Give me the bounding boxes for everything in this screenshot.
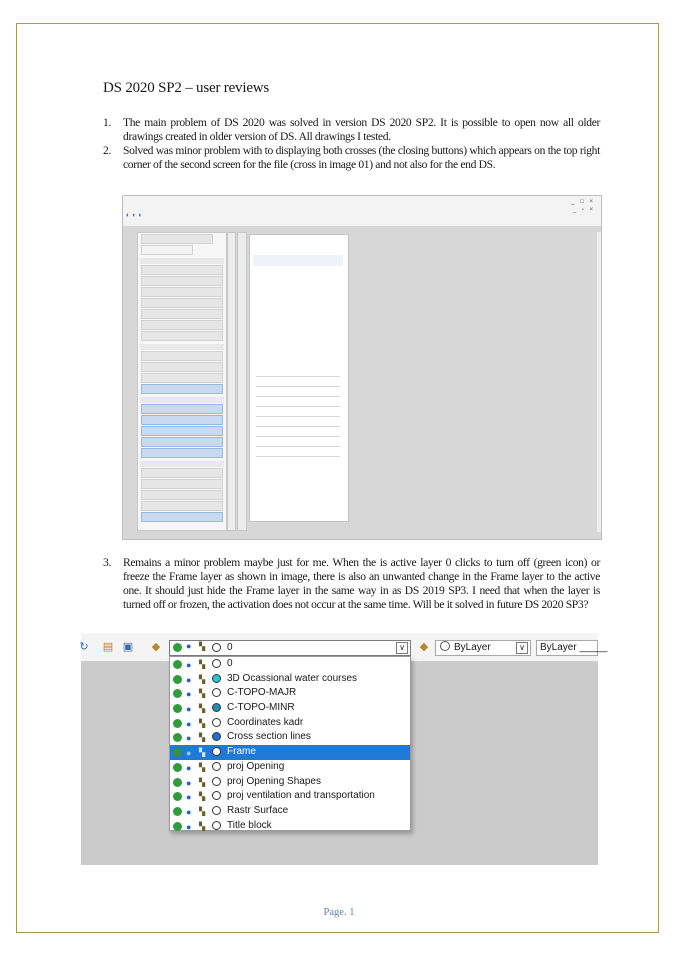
freeze-icon[interactable]: ●	[186, 762, 192, 773]
color-combo[interactable]	[435, 640, 531, 656]
lock-icon[interactable]: ▚	[199, 704, 206, 714]
layer-on-icon[interactable]	[173, 778, 182, 787]
freeze-icon[interactable]: ●	[186, 806, 192, 817]
color-swatch[interactable]	[212, 821, 221, 830]
layer-dropdown-list	[169, 656, 411, 831]
color-swatch[interactable]	[212, 747, 221, 756]
layer-name: 3D Ocassional water courses	[227, 672, 358, 684]
window-controls: _ □ × _ ▫ ×	[571, 199, 595, 213]
lock-icon[interactable]: ▚	[199, 777, 206, 787]
collapsed-panel-strip	[237, 232, 247, 531]
layer-row[interactable]	[170, 804, 410, 819]
layer-on-icon[interactable]	[173, 807, 182, 816]
color-swatch[interactable]	[212, 718, 221, 727]
lock-icon[interactable]: ▚	[199, 733, 206, 743]
review-list-part2	[103, 556, 600, 612]
chevron-down-icon[interactable]: ∨	[396, 642, 408, 654]
vertical-scrollbar[interactable]	[597, 232, 601, 532]
layer-row[interactable]	[170, 701, 410, 716]
color-swatch	[212, 643, 221, 652]
quick-toolbar: ◐◐◐	[126, 212, 145, 219]
page-number: Page. 1	[323, 907, 355, 918]
layer-row[interactable]	[170, 730, 410, 745]
make-current-icon[interactable]: ◆	[151, 641, 161, 653]
layer-on-icon[interactable]	[173, 660, 182, 669]
layer-row[interactable]	[170, 819, 410, 834]
layer-name: 0	[227, 658, 233, 669]
layer-name: proj Opening Shapes	[227, 775, 321, 787]
properties-panel	[137, 232, 227, 531]
screenshot-layer-dropdown	[79, 633, 608, 865]
freeze-icon: ●	[186, 641, 192, 651]
collapsed-panel-strip	[227, 232, 236, 531]
document-title: DS 2020 SP2 – user reviews	[103, 80, 270, 96]
file-manager-panel	[249, 234, 349, 522]
lock-icon[interactable]: ▚	[199, 748, 206, 758]
layer-on-icon[interactable]	[173, 704, 182, 713]
list-number: 1.	[103, 116, 111, 129]
list-number: 3.	[103, 556, 111, 569]
lock-icon[interactable]: ▚	[199, 689, 206, 699]
color-swatch[interactable]	[212, 703, 221, 712]
layer-row[interactable]	[170, 745, 410, 760]
layer-row[interactable]	[170, 716, 410, 731]
color-value: ByLayer	[454, 642, 491, 653]
layer-manager-icon[interactable]: ▣	[122, 641, 134, 653]
color-swatch[interactable]	[212, 762, 221, 771]
layer-on-icon[interactable]	[173, 763, 182, 772]
layer-name: Cross section lines	[227, 731, 311, 743]
list-item-1	[103, 116, 600, 144]
layer-on-icon[interactable]	[173, 733, 182, 742]
freeze-icon[interactable]: ●	[186, 792, 192, 803]
layer-name: C-TOPO-MINR	[227, 702, 295, 714]
layer-name: Frame	[227, 746, 256, 758]
layer-name: Rastr Surface	[227, 804, 289, 816]
freeze-icon[interactable]: ●	[186, 660, 192, 670]
lock-icon[interactable]: ▚	[199, 718, 206, 728]
layer-on-icon[interactable]	[173, 822, 182, 831]
layer-row[interactable]	[170, 775, 410, 790]
color-swatch[interactable]	[212, 732, 221, 741]
lock-icon[interactable]: ▚	[199, 792, 206, 802]
color-swatch[interactable]	[212, 659, 221, 668]
lock-icon: ▚	[199, 642, 206, 651]
linetype-value: ByLayer _____	[540, 642, 608, 653]
layer-row[interactable]	[170, 760, 410, 775]
layer-name: Coordinates kadr	[227, 716, 304, 728]
lock-icon[interactable]: ▚	[199, 821, 206, 831]
list-text: Remains a minor problem maybe just for me. When the is active layer 0 clicks to turn off (green icon) or freeze the Frame layer as shown in image, there is also an unwanted change in the Frame layer to the active one. It should just hide the Frame layer in the same way in as DS 2019 SP3. I need that when the layer is turned off or frozen, the activation does not occur at the same time. Will be it solved in future DS 2020 SP3?	[123, 556, 600, 611]
layer-combo[interactable]	[169, 640, 411, 656]
lock-icon[interactable]: ▚	[199, 660, 206, 669]
layer-name: Title block	[227, 819, 272, 831]
layer-on-icon	[173, 643, 182, 652]
layer-on-icon[interactable]	[173, 792, 182, 801]
layer-match-icon[interactable]: ◆	[419, 641, 429, 653]
freeze-icon[interactable]: ●	[186, 718, 192, 729]
list-item-3	[103, 556, 600, 612]
lock-icon[interactable]: ▚	[199, 674, 206, 684]
lock-icon[interactable]: ▚	[199, 806, 206, 816]
freeze-icon[interactable]: ●	[186, 674, 192, 685]
color-swatch[interactable]	[212, 777, 221, 786]
color-swatch[interactable]	[212, 674, 221, 683]
layer-on-icon[interactable]	[173, 689, 182, 698]
color-swatch[interactable]	[212, 806, 221, 815]
list-text: The main problem of DS 2020 was solved in version DS 2020 SP2. It is possible to open now all older drawings created in older version of DS. All drawings I tested.	[123, 116, 600, 143]
color-swatch[interactable]	[212, 791, 221, 800]
layer-row[interactable]	[170, 672, 410, 687]
list-text: Solved was minor problem with to displaying both crosses (the closing buttons) which appears on the top right corner of the second screen for the file (cross in image 01) and not also for the end DS.	[123, 144, 600, 171]
color-swatch-icon	[440, 641, 450, 651]
layer-on-icon[interactable]	[173, 748, 182, 757]
freeze-icon[interactable]: ●	[186, 821, 192, 832]
layer-row[interactable]	[170, 657, 410, 672]
layer-name: proj Opening	[227, 760, 285, 772]
linetype-combo[interactable]	[536, 640, 608, 656]
current-layer-name: 0	[227, 642, 233, 653]
app-titlebar	[123, 196, 601, 226]
lock-icon[interactable]: ▚	[199, 762, 206, 772]
layer-on-icon[interactable]	[173, 675, 182, 684]
file-list	[253, 255, 343, 266]
layer-name: C-TOPO-MAJR	[227, 687, 297, 699]
layer-row[interactable]	[170, 686, 410, 701]
freeze-icon[interactable]: ●	[186, 748, 192, 759]
freeze-icon[interactable]: ●	[186, 777, 192, 788]
refresh-icon[interactable]: ↻	[79, 641, 89, 653]
layer-name: proj ventilation and transportation	[227, 790, 375, 802]
layer-row[interactable]	[170, 789, 410, 804]
color-swatch[interactable]	[212, 688, 221, 697]
chevron-down-icon[interactable]: ∨	[516, 642, 528, 654]
freeze-icon[interactable]: ●	[186, 733, 192, 744]
freeze-icon[interactable]: ●	[186, 689, 192, 700]
freeze-icon[interactable]: ●	[186, 704, 192, 715]
screenshot-image-01	[122, 195, 602, 540]
layer-on-icon[interactable]	[173, 719, 182, 728]
list-number: 2.	[103, 144, 111, 157]
list-item-2	[103, 144, 600, 172]
layer-states-icon[interactable]: ▤	[102, 641, 114, 653]
review-list-part1	[103, 116, 600, 172]
